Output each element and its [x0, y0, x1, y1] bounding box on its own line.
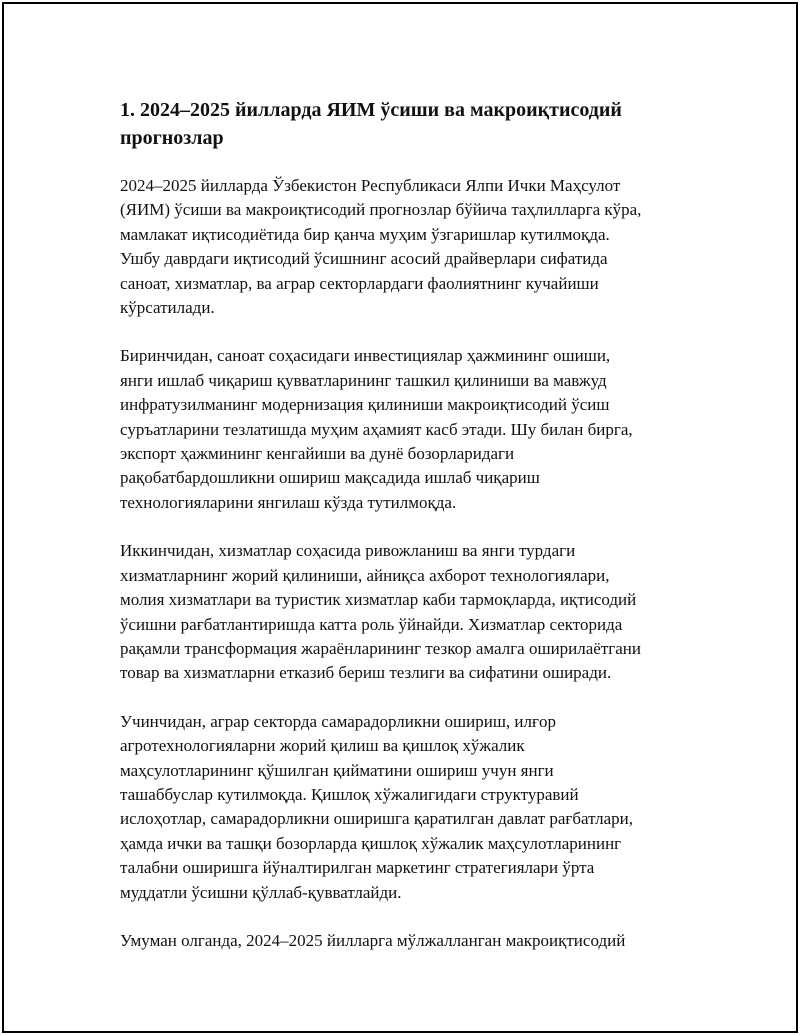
text-line: ўсишни рағбатлантиришда катта роль ўйнайди. Хизматлар секторида [120, 614, 623, 634]
text-line: Ушбу даврдаги иқтисодий ўсишнинг асосий драйверлари сифатида [120, 249, 608, 269]
text-line: Биринчидан, саноат соҳасидаги инвестициялар ҳажмининг ошиши, [120, 346, 611, 366]
text-line: 2024–2025 йилларда Ўзбекистон Республикаси Ялпи Ички Маҳсулот [120, 176, 621, 195]
text-line: инфратузилманинг модернизация қилиниши макроиқтисодий ўсиш [120, 395, 610, 415]
text-line: ташаббуслар кутилмоқда. Қишлоқ хўжалигидаги структуравий [120, 784, 579, 804]
text-line: муддатли ўсишни қўллаб-қувватлайди. [120, 882, 402, 902]
text-line: Учинчидан, аграр секторда самарадорликни ошириш, илғор [120, 711, 556, 731]
text-line: рақобатбардошликни ошириш мақсадида ишлаб чиқариш [120, 468, 540, 488]
text-line: технологияларини янгилаш кўзда тутилмоқда. [120, 492, 457, 512]
paragraph-intro [120, 174, 680, 320]
text-line: саноат, хизматлар, ва аграр секторлардаги фаолиятнинг кучайиши [120, 273, 599, 293]
text-line: хизматларнинг жорий қилиниши, айниқса ахборот технологиялари, [120, 565, 610, 585]
text-line: Умуман олганда, 2024–2025 йилларга мўлжалланган макроиқтисодий [120, 930, 626, 950]
text-line: янги ишлаб чиқариш қувватларининг ташкил қилиниши ва мавжуд [120, 370, 607, 390]
text-line: агротехнологияларни жорий қилиш ва қишлоқ хўжалик [120, 736, 525, 756]
paragraph-conclusion [120, 929, 680, 953]
text-line: ислоҳотлар, самарадорликни оширишга қаратилган давлат рағбатлари, [120, 809, 634, 829]
text-line: маҳсулотларининг қўшилган қийматини ошириш учун янги [120, 760, 554, 780]
text-line: талабни оширишга йўналтирилган маркетинг стратегиялари ўрта [120, 858, 595, 878]
heading-line: прогнозлар [120, 127, 224, 149]
text-line: товар ва хизматларни етказиб бериш тезлиги ва сифатини оширади. [120, 663, 612, 683]
text-line: экспорт ҳажмининг кенгайиши ва дунё бозорларидаги [120, 444, 515, 464]
paragraph-first [120, 344, 680, 515]
document-page [2, 2, 798, 1033]
text-line: Иккинчидан, хизматлар соҳасида ривожланиш ва янги турдаги [120, 541, 576, 561]
text-line: суръатларини тезлатишда муҳим аҳамият касб этади. Шу билан бирга, [120, 419, 633, 439]
paragraph-second [120, 539, 680, 685]
section-heading [120, 96, 680, 152]
document-content [120, 96, 680, 977]
text-line: (ЯИМ) ўсиши ва макроиқтисодий прогнозлар бўйича таҳлилларга кўра, [120, 200, 642, 220]
text-line: мамлакат иқтисодиётида бир қанча муҳим ўзгаришлар кутилмоқда. [120, 224, 610, 244]
text-line: молия хизматлари ва туристик хизматлар каби тармоқларда, иқтисодий [120, 590, 637, 610]
paragraph-third [120, 710, 680, 905]
heading-line: 1. 2024–2025 йилларда ЯИМ ўсиши ва макроиқтисодий [120, 99, 622, 121]
text-line: рақамли трансформация жараёнларининг тезкор амалга оширилаётгани [120, 638, 641, 658]
text-line: ҳамда ички ва ташқи бозорларда қишлоқ хўжалик маҳсулотларининг [120, 833, 622, 853]
text-line: кўрсатилади. [120, 298, 215, 318]
